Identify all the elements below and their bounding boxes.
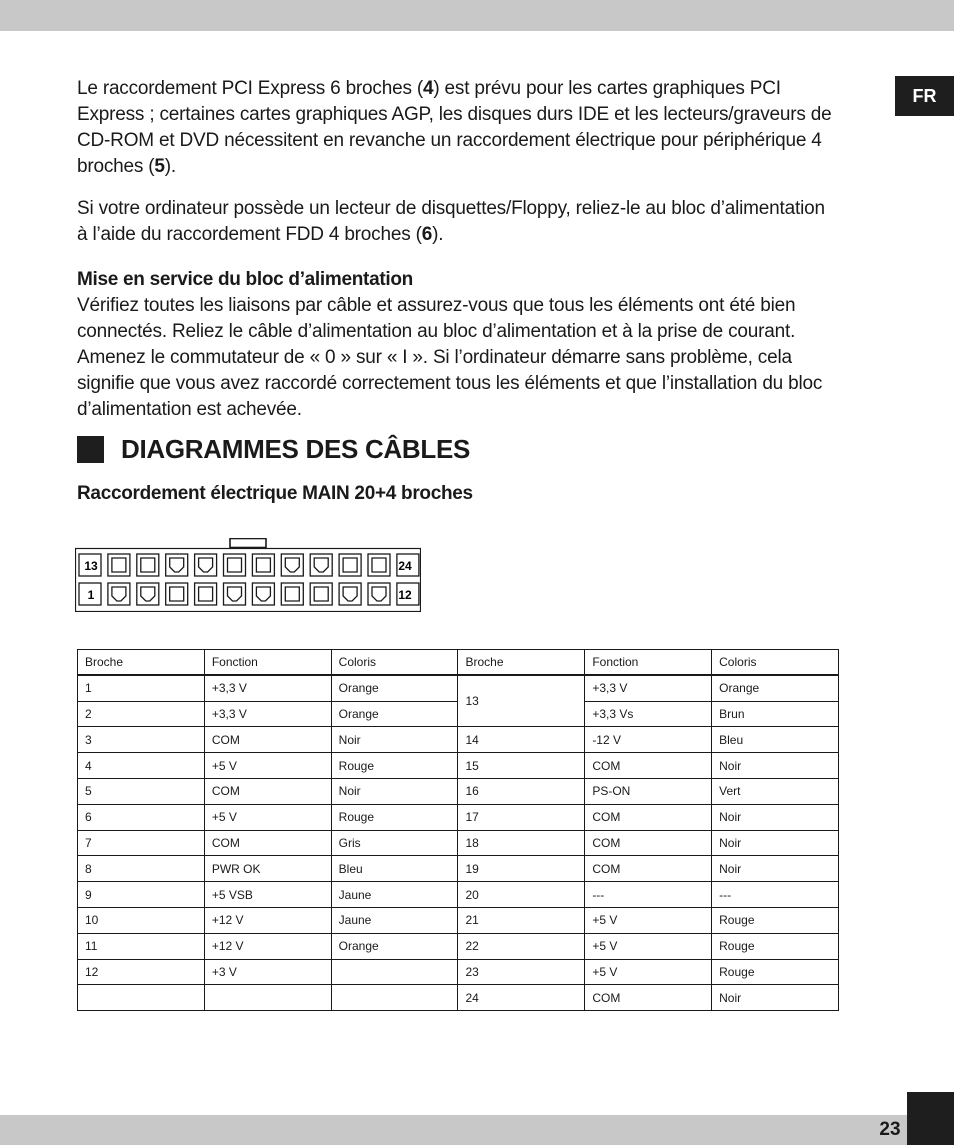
connector-pin-socket [141,558,155,572]
table-cell: Orange [712,675,839,701]
connector-pin [224,554,246,576]
connector-pin [137,583,159,605]
connector-pin [339,554,361,576]
table-header-row [78,650,839,676]
connector-pin-socket [228,587,242,601]
table-cell: COM [585,830,712,856]
table-cell: Bleu [712,727,839,753]
connector-pin-socket [112,587,126,601]
table-cell: Jaune [331,882,458,908]
table-row [78,985,839,1011]
table-cell: PS-ON [585,778,712,804]
top-bar [0,0,954,31]
table-cell: 12 [78,959,205,985]
connector-pin [195,583,217,605]
table-cell: 15 [458,753,585,779]
table-cell: 11 [78,933,205,959]
table-header-cell: Broche [458,650,585,676]
table-cell: Gris [331,830,458,856]
table-row [78,778,839,804]
table-cell: +5 V [585,907,712,933]
table-cell: Brun [712,701,839,727]
table-cell: Vert [712,778,839,804]
startup-heading: Mise en service du bloc d’alimentation [77,269,413,290]
connector-pin-socket [372,558,386,572]
section-square-icon [77,436,104,463]
table-cell: -12 V [585,727,712,753]
table-cell: 16 [458,778,585,804]
body-text [77,76,837,439]
table-cell: COM [204,830,331,856]
pin-table [77,649,839,1011]
table-cell: +3,3 V [204,675,331,701]
table-header-cell: Fonction [204,650,331,676]
table-cell: COM [585,753,712,779]
table-cell: 1 [78,675,205,701]
table-row [78,830,839,856]
connector-pin [195,554,217,576]
pin-label-12: 12 [398,588,412,602]
table-cell [331,985,458,1011]
table-cell [204,985,331,1011]
connector-pin-socket [314,587,328,601]
connector-diagram-label: Raccordement électrique MAIN 20+4 broches [77,483,473,504]
table-cell: 6 [78,804,205,830]
table-cell: 3 [78,727,205,753]
table-cell: +12 V [204,933,331,959]
connector-pin [339,583,361,605]
table-cell: +5 VSB [204,882,331,908]
connector-pin-socket [372,587,386,601]
table-cell: Orange [331,675,458,701]
table-row [78,675,839,701]
table-cell: 4 [78,753,205,779]
table-header-cell: Coloris [712,650,839,676]
table-cell: 20 [458,882,585,908]
table-cell: --- [712,882,839,908]
table-cell: 23 [458,959,585,985]
connector-pin-socket [343,558,357,572]
table-cell: COM [585,985,712,1011]
table-cell: 13 [458,675,585,727]
connector-pin-socket [285,558,299,572]
table-cell: 19 [458,856,585,882]
connector-pin [281,554,303,576]
table-row [78,882,839,908]
table-cell [331,959,458,985]
table-cell: COM [204,727,331,753]
table-cell: 7 [78,830,205,856]
connector-pin [166,554,188,576]
table-cell: Orange [331,701,458,727]
connector-pins [79,554,419,605]
table-row [78,727,839,753]
paragraph-floppy: Si votre ordinateur possède un lecteur de disquettes/Floppy, reliez-le au bloc d’alimentation à l’aide du raccordement FDD 4 broches (6). [77,198,825,245]
pin-label-13: 13 [84,559,98,573]
paragraph-startup: Vérifiez toutes les liaisons par câble et assurez-vous que tous les éléments ont été bien connectés. Reliez le câble d’alimentation au bloc d’alimentation et à la prise de courant. Amenez le commutateur de « 0 » sur « I ». Si l’ordinateur démarre sans problème, cela signifie que vous avez raccordé correctement tous les éléments et que l’installation du bloc d’alimentation est achevée. [77,295,823,420]
table-cell: +3,3 V [204,701,331,727]
table-cell: Noir [331,778,458,804]
table-cell: 21 [458,907,585,933]
connector-pin-socket [199,587,213,601]
table-cell: Noir [712,753,839,779]
table-cell: +3 V [204,959,331,985]
connector-body [76,549,421,612]
table-cell: PWR OK [204,856,331,882]
connector-pin [368,554,390,576]
connector-pin [108,583,130,605]
table-cell: Noir [331,727,458,753]
table-cell: +3,3 Vs [585,701,712,727]
connector-pin-socket [314,558,328,572]
table-cell: 17 [458,804,585,830]
table-cell: +12 V [204,907,331,933]
connector-pin [252,583,274,605]
table-row [78,959,839,985]
language-tab: FR [895,76,954,116]
table-cell: COM [585,804,712,830]
connector-labels [84,559,412,602]
table-cell: --- [585,882,712,908]
connector-pin [310,554,332,576]
connector-pin-socket [199,558,213,572]
table-row [78,753,839,779]
table-cell: Rouge [712,959,839,985]
table-cell: Rouge [712,933,839,959]
table-cell: 24 [458,985,585,1011]
table-header-cell: Coloris [331,650,458,676]
table-cell: Noir [712,830,839,856]
table-cell: +5 V [204,753,331,779]
connector-pin-socket [170,587,184,601]
table-cell: COM [204,778,331,804]
table-cell [78,985,205,1011]
table-row [78,856,839,882]
connector-pin-socket [343,587,357,601]
table-cell: 9 [78,882,205,908]
table-cell: Jaune [331,907,458,933]
connector-pin [108,554,130,576]
table-cell: Rouge [331,804,458,830]
connector-pin-socket [170,558,184,572]
pin-label-24: 24 [398,559,412,573]
section-title: DIAGRAMMES DES CÂBLES [121,434,471,464]
table-row [78,933,839,959]
table-cell: Rouge [712,907,839,933]
connector-pin [252,554,274,576]
table-header-cell: Fonction [585,650,712,676]
connector-pin [224,583,246,605]
connector-pin [137,554,159,576]
pin-label-1: 1 [87,588,95,602]
table-cell: 22 [458,933,585,959]
connector-pin-socket [256,587,270,601]
table-cell: +3,3 V [585,675,712,701]
table-cell: 18 [458,830,585,856]
page-number: 23 [879,1119,901,1140]
table-cell: 5 [78,778,205,804]
bottom-bar [0,1115,954,1145]
connector-pin [166,583,188,605]
table-cell: 2 [78,701,205,727]
table-cell: Bleu [331,856,458,882]
connector-pin-socket [112,558,126,572]
connector-pin-socket [141,587,155,601]
connector-pin [281,583,303,605]
table-cell: Noir [712,985,839,1011]
table-cell: COM [585,856,712,882]
table-row [78,907,839,933]
table-cell: +5 V [585,933,712,959]
table-row [78,804,839,830]
table-cell: Noir [712,804,839,830]
table-cell: +5 V [585,959,712,985]
table-cell: Orange [331,933,458,959]
page-tab [907,1092,954,1145]
main-connector-diagram [75,538,421,612]
table-cell: Rouge [331,753,458,779]
table-cell: 8 [78,856,205,882]
connector-pin [310,583,332,605]
table-cell: +5 V [204,804,331,830]
connector-latch [230,539,266,548]
table-cell: Noir [712,856,839,882]
connector-pin-socket [285,587,299,601]
table-cell: 10 [78,907,205,933]
section-heading [77,434,470,465]
connector-pin [368,583,390,605]
connector-pin-socket [256,558,270,572]
paragraph-pci-express: Le raccordement PCI Express 6 broches (4) est prévu pour les cartes graphiques PCI Express ; certaines cartes graphiques AGP, les disques durs IDE et les lecteurs/graveurs de CD-ROM et DVD nécessitent en revanche un raccordement électrique pour périphérique 4 broches (5). [77,78,832,177]
connector-pin-socket [228,558,242,572]
table-header-cell: Broche [78,650,205,676]
table-cell: 14 [458,727,585,753]
